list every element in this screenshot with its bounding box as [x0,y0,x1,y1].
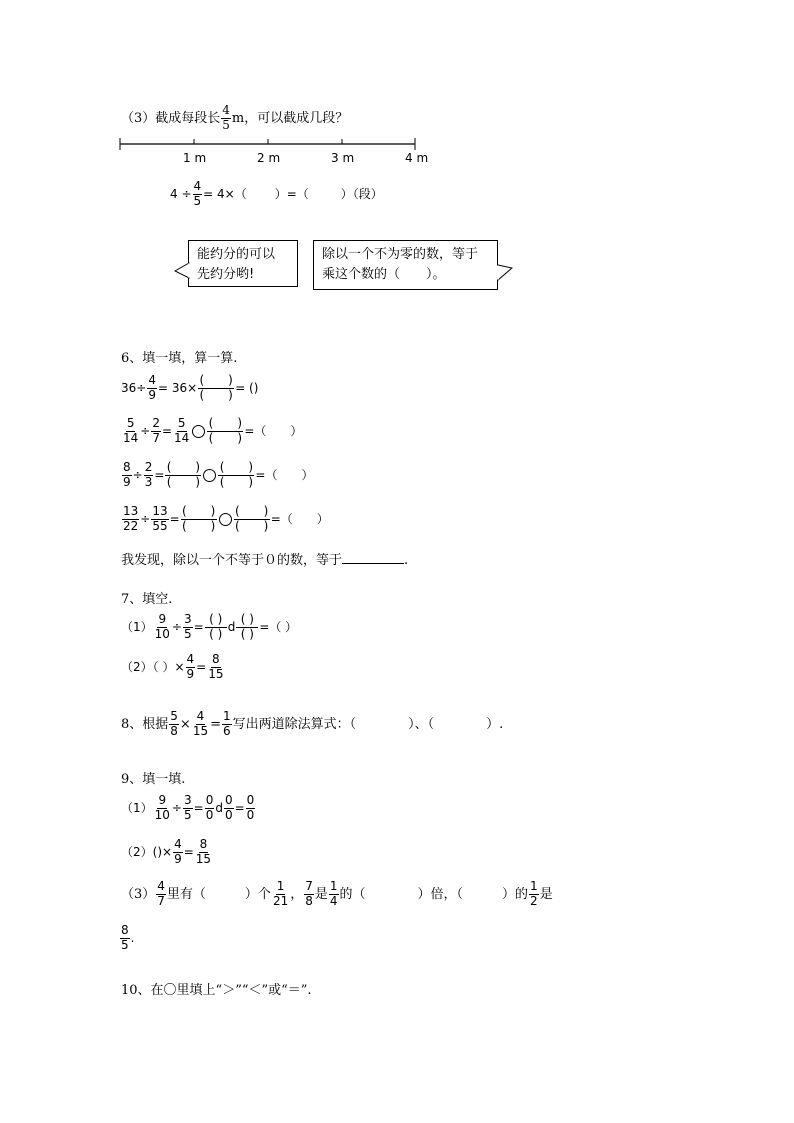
denominator: 5 [121,937,129,952]
problem-3-equation [170,180,383,209]
q7-row-1 [121,613,297,642]
q6-row-4 [121,505,329,534]
fraction [173,838,183,867]
denominator: 14 [174,430,190,445]
numerator: 2 [144,460,153,474]
eq-part: （2）()× [121,844,173,859]
fraction [221,104,231,133]
operator-circle-blank[interactable] [219,513,232,526]
q8-lead: 8、根据 [121,716,169,732]
problem-3-lead: （3）截成每段长 [121,110,221,126]
denominator: 0 [246,807,255,822]
denominator: ( ) [235,518,269,533]
operator: = [234,800,245,815]
q8-question [121,710,503,739]
denominator: ( ) [182,518,216,533]
fraction [272,880,289,909]
denominator: 8 [170,723,178,738]
denominator: 9 [123,474,131,489]
eq-part: 4 ÷ [170,186,192,201]
operator: = [193,800,204,815]
eq-part: =（ ） [259,619,298,634]
q9-row-3-continued [119,924,134,953]
operator: = [169,511,180,526]
numerator: 5 [170,709,178,723]
fraction [183,794,193,823]
numerator: 4 [186,652,195,666]
text: 的（ ）倍，（ ）的 [339,886,529,902]
operator: d [215,800,223,815]
fraction [186,653,196,682]
fraction [169,710,179,739]
numerator: 3 [183,612,192,626]
fraction [207,653,224,682]
q6-title: 6、填一填，算一算. [121,351,238,366]
denominator: 14 [123,430,139,445]
bubble-pointer-left [174,262,190,280]
denominator: 10 [154,807,170,822]
item-number: （1） [121,619,153,634]
numerator: 4 [174,837,182,851]
fraction [192,710,209,739]
problem-3-tail: m，可以截成几段？ [231,110,349,126]
punctuation: . [130,930,135,945]
fraction [151,417,161,446]
q9-row-3 [121,880,553,909]
fraction [151,505,168,534]
denominator: 5 [183,626,192,641]
text: 是 [539,886,553,902]
denominator: 10 [154,626,170,641]
q9-title: 9、填一填. [121,772,186,787]
fraction-blank[interactable] [165,461,201,490]
operator-circle-blank[interactable] [192,425,205,438]
fraction [120,924,130,953]
ruler-line [115,138,425,152]
denominator: 7 [157,893,165,908]
numerator: 1 [223,709,231,723]
numerator: 5 [177,416,186,430]
fraction [173,417,190,446]
denominator: 0 [224,807,233,822]
eq-part: ）=（ [274,186,309,201]
denominator: 3 [144,474,153,489]
q10-title: 10、在〇里填上“＞”“＜”或“＝”. [121,983,312,998]
numerator: 2 [152,416,160,430]
q7-row-2 [121,653,226,682]
eq-part: ）（段） [340,186,383,201]
fraction [122,461,132,490]
operator: = [210,716,222,732]
numerator: 4 [222,103,230,117]
operator: × [179,716,191,732]
punctuation: . [404,553,409,568]
operator: = [161,423,173,438]
hint-bubble-left [188,240,298,287]
denominator: 5 [193,193,202,208]
denominator: 9 [186,666,195,681]
operator: ÷ [171,619,182,634]
numerator: 5 [126,416,135,430]
denominator: 22 [123,518,139,533]
numerator: 9 [158,612,167,626]
fraction [122,417,139,446]
operator: ÷ [132,467,143,482]
numerator: ( ) [182,504,216,518]
bubble-text: 除以一个不为零的数，等于 [322,247,479,262]
fraction [156,880,166,909]
answer-blank[interactable] [342,551,404,564]
numerator: 0 [224,793,233,807]
text: 是 [314,886,328,902]
hint-bubble-right [313,240,498,290]
numerator: ( ) [235,504,269,518]
numerator: 4 [148,373,156,387]
operator: = [183,844,194,859]
denominator: 55 [152,518,168,533]
numerator: 4 [193,179,202,193]
eq-part: =（ ） [255,467,314,482]
fraction [195,838,212,867]
fraction-blank[interactable] [246,794,256,823]
operator: ÷ [171,800,182,815]
numerator: 8 [121,923,129,937]
numerator: 8 [123,460,131,474]
q9-row-1 [121,794,256,823]
fraction [154,794,171,823]
denominator: ( ) [240,626,254,641]
numerator: 1 [276,879,285,893]
denominator: ( ) [166,474,201,489]
denominator: ( ) [199,387,233,402]
eq-part: =（ ） [244,423,303,438]
fraction-blank[interactable] [205,794,215,823]
numerator: ( ) [236,613,258,628]
fraction-blank[interactable] [181,505,217,534]
denominator: ( ) [209,626,223,641]
denominator: 7 [152,430,160,445]
eq-part: = 36× [157,380,198,395]
numerator: 3 [183,793,192,807]
q9-row-2 [121,838,213,867]
q8-tail: 写出两道除法算式：（ ）、（ ）. [232,716,504,732]
item-number: （3） [121,886,156,902]
operator-circle-blank[interactable] [203,469,216,482]
denominator: 8 [305,893,313,908]
fraction-blank[interactable] [205,613,227,642]
denominator: 9 [148,387,156,402]
conclusion-text: 我发现，除以一个不等于０的数，等于 [121,553,343,568]
fraction [304,880,314,909]
denominator: 0 [205,807,214,822]
numerator: ( ) [205,613,227,628]
fraction-blank[interactable] [207,417,243,446]
denominator: 6 [223,723,231,738]
fraction [122,505,139,534]
q6-row-2 [121,417,302,446]
fraction-blank[interactable] [218,461,254,490]
denominator: 5 [183,807,192,822]
operator: = [193,619,204,634]
denominator: 5 [222,117,230,132]
fraction [183,613,193,642]
numerator: 13 [152,504,168,518]
bubble-text: 先约分哟! [197,267,255,283]
operator: ÷ [140,511,151,526]
eq-part: （2）（ ）× [121,659,185,674]
fraction [154,613,171,642]
numerator: 13 [123,504,139,518]
fraction [144,461,154,490]
eq-part: =（ ） [270,511,329,526]
numerator: ( ) [199,373,233,387]
operator: = [154,467,165,482]
operator: ÷ [136,380,147,395]
denominator: ( ) [208,430,243,445]
numerator: 4 [157,879,165,893]
fraction [529,880,539,909]
numerator: 9 [158,793,167,807]
numerator: 8 [212,652,220,666]
fraction-blank[interactable] [224,794,234,823]
fraction [329,880,339,909]
numerator: 1 [329,879,338,893]
numerator: 4 [196,709,205,723]
denominator: 15 [192,723,209,738]
denominator: 4 [329,893,338,908]
numerator: 7 [305,879,313,893]
fraction [222,710,232,739]
ruler-tick-4: 4 m [405,151,429,165]
q6-row-1 [121,374,258,403]
fraction-blank[interactable] [198,374,234,403]
numerator: ( ) [166,460,201,474]
denominator: 15 [208,666,224,681]
fraction-blank[interactable] [236,613,258,642]
ruler-tick-2: 2 m [257,151,281,165]
numerator: 8 [199,837,208,851]
numerator: 0 [246,793,255,807]
numerator: 0 [205,793,214,807]
ruler-tick-1: 1 m [183,151,207,165]
eq-part: = () [235,380,259,395]
ruler-tick-3: 3 m [331,151,355,165]
numerator: 1 [530,879,538,893]
numerator: ( ) [219,460,254,474]
bubble-text: 乘这个数的（ ）。 [322,267,446,283]
denominator: 21 [272,893,289,908]
text: ， [290,886,304,902]
denominator: 9 [174,851,182,866]
q6-row-3 [121,461,313,490]
operator: ÷ [140,423,151,438]
numerator: ( ) [208,416,243,430]
q6-conclusion [121,551,408,567]
denominator: 15 [195,851,212,866]
fraction [193,180,203,209]
bubble-text: 能约分的可以 [197,247,276,262]
operator: = [196,659,207,674]
item-number: （1） [121,800,153,815]
eq-part: 36 [121,380,137,395]
operator: d [227,619,236,634]
denominator: ( ) [219,474,254,489]
q7-title: 7、填空. [121,592,173,607]
text: 里有（ ）个 [166,886,271,902]
bubble-pointer-right [497,264,513,282]
problem-3-question [121,104,348,133]
denominator: 2 [530,893,538,908]
eq-part: = 4×（ [203,186,247,201]
fraction [147,374,157,403]
fraction-blank[interactable] [234,505,270,534]
